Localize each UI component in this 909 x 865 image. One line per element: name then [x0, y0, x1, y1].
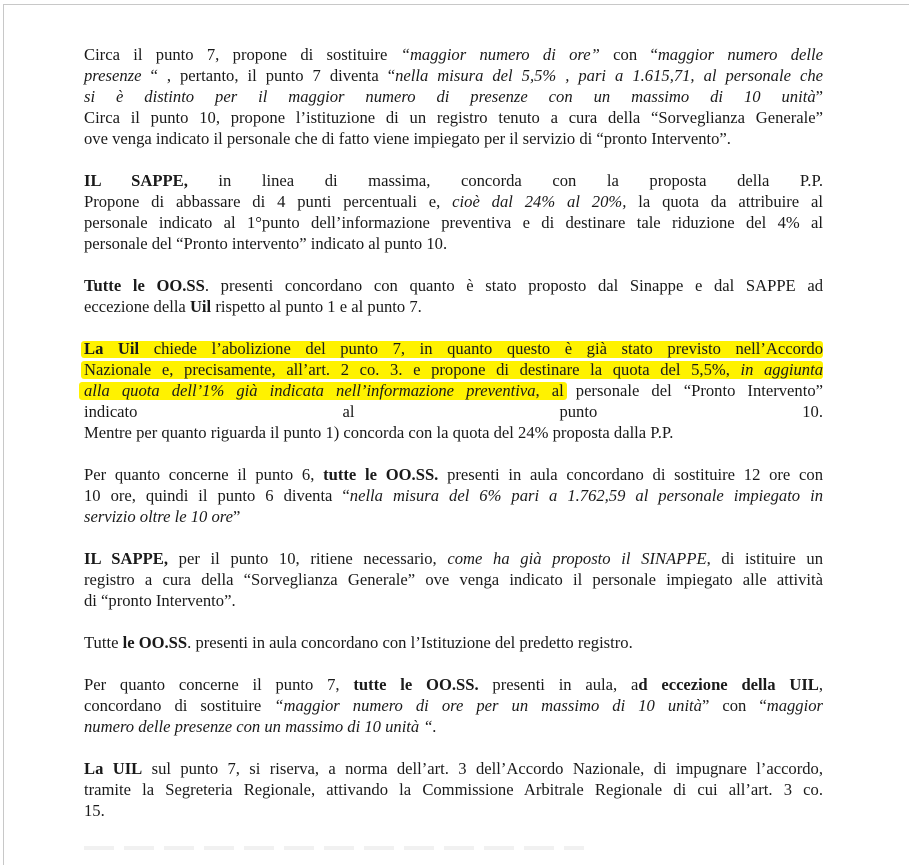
paragraph-gap: [84, 611, 823, 632]
text-run: rispetto al punto 1 e al punto 7.: [211, 297, 422, 316]
paragraph-gap: [84, 527, 823, 548]
italic-text: “maggior numero di ore per un massimo di 10 unità: [274, 696, 702, 715]
bold-text: La UIL: [84, 759, 143, 778]
paragraph-uil-reservation: [84, 758, 823, 821]
text-line: [84, 422, 823, 443]
text-run: con “: [599, 45, 658, 64]
text-line: [84, 632, 823, 653]
text-line: [84, 65, 823, 86]
italic-text: nella misura del 5,5% , pari a 1.615,71, al personale che: [395, 66, 823, 85]
text-run: Per quanto concerne il punto 7,: [84, 675, 354, 694]
text-line: [84, 464, 823, 485]
text-line: [84, 233, 823, 254]
text-line: [84, 86, 823, 107]
text-run: Nazionale e, precisamente, all’art. 2 co. 3. e propone di destinare la quota del 5,5%,: [84, 360, 741, 379]
text-run: . presenti in aula concordano con l’Istituzione del predetto registro.: [187, 633, 633, 652]
paragraph-gap: [84, 653, 823, 674]
text-run: chiede l’abolizione del punto 7, in quanto questo è già stato previsto nell’Accordo: [139, 339, 823, 358]
italic-text: come ha già proposto il SINAPPE: [447, 549, 707, 568]
text-run: presenti in aula, a: [478, 675, 639, 694]
text-line: [84, 401, 823, 422]
text-line: [84, 107, 823, 128]
bold-text: d eccezione della UIL: [638, 675, 819, 694]
document-body: [84, 44, 823, 821]
text-line: [84, 212, 823, 233]
text-run: per il punto 10, ritiene necessario,: [168, 549, 448, 568]
italic-text: maggior numero delle: [657, 45, 824, 64]
text-line: [84, 128, 823, 149]
bold-text: tutte le OO.SS.: [353, 675, 479, 694]
text-run: , al personale del “Pronto Intervento”: [535, 381, 823, 400]
text-run: ”: [233, 507, 241, 526]
text-run: ” con “: [701, 696, 767, 715]
bold-text: IL SAPPE,: [84, 171, 188, 190]
text-line: [84, 275, 823, 296]
text-line: [84, 695, 823, 716]
text-run: “ , pertanto, il punto 7 diventa “: [141, 66, 396, 85]
text-run: personale indicato al 1°punto dell’informazione preventiva e di destinare tale riduzione del 4% al: [84, 213, 823, 232]
paragraph-sappe-proposal: [84, 170, 823, 254]
paragraph-ooss-agreement: [84, 275, 823, 317]
paragraph-uil-highlighted: [84, 338, 823, 443]
text-line: [84, 380, 823, 401]
text-run: 10 ore, quindi il punto 6 diventa “: [84, 486, 350, 505]
text-run: Circa il punto 10, propone l’istituzione di un registro tenuto a cura della “Sorveglianza Generale”: [84, 108, 823, 127]
italic-text: alla quota dell’1% già indicata nell’informazione preventiva: [84, 381, 536, 400]
paragraph-gap: [84, 737, 823, 758]
bold-text: tutte le OO.SS.: [323, 465, 439, 484]
text-run: ove venga indicato il personale che di fatto viene impiegato per il servizio di “pronto Intervento”.: [84, 129, 731, 148]
text-line: [84, 548, 823, 569]
text-line: [84, 170, 823, 191]
italic-text: in aggiunta: [740, 360, 823, 379]
text-run: , di istituire un: [706, 549, 823, 568]
bold-text: Uil: [189, 297, 212, 316]
italic-text: numero delle presenze con un massimo di 10 unità “.: [84, 717, 437, 736]
text-line: [84, 485, 823, 506]
bold-text: le OO.SS: [122, 633, 188, 652]
text-line: [84, 758, 823, 779]
paragraph-punto-6: [84, 464, 823, 527]
text-run: personale del “Pronto intervento” indicato al punto 10.: [84, 234, 448, 253]
text-run: Per quanto concerne il punto 6,: [84, 465, 324, 484]
text-run: ”: [815, 87, 823, 106]
text-run: eccezione della: [84, 297, 190, 316]
text-run: indicato al punto 10.: [84, 402, 823, 421]
italic-text: cioè dal 24% al 20%,: [452, 192, 627, 211]
text-line: [84, 296, 823, 317]
text-run: in linea di massima, concorda con la proposta della P.P.: [187, 171, 823, 190]
text-line: [84, 716, 823, 737]
paragraph-punto-7-substitution: [84, 674, 823, 737]
text-run: . presenti concordano con quanto è stato proposto dal Sinappe e dal SAPPE ad: [204, 276, 823, 295]
italic-text: maggior: [766, 696, 823, 715]
text-run: sul punto 7, si riserva, a norma dell’art. 3 dell’Accordo Nazionale, di impugnare l’accordo,: [142, 759, 823, 778]
next-line-cutoff: [84, 846, 584, 850]
text-line: [84, 590, 823, 611]
text-line: [84, 338, 823, 359]
text-run: registro a cura della “Sorveglianza Generale” ove venga indicato il personale impiegato alle attività: [84, 570, 823, 589]
paragraph-gap: [84, 443, 823, 464]
text-run: Tutte: [84, 633, 123, 652]
bold-text: Tutte le OO.SS: [84, 276, 205, 295]
text-run: di “pronto Intervento”.: [84, 591, 236, 610]
bold-text: IL SAPPE,: [84, 549, 168, 568]
paragraph-gap: [84, 254, 823, 275]
text-line: [84, 779, 823, 800]
text-line: [84, 569, 823, 590]
italic-text: servizio oltre le 10 ore: [84, 507, 234, 526]
text-line: [84, 674, 823, 695]
text-run: tramite la Segreteria Regionale, attivando la Commissione Arbitrale Regionale di cui all’art. 3 co.: [84, 780, 823, 799]
text-line: [84, 359, 823, 380]
italic-text: presenze: [84, 66, 142, 85]
paragraph-gap: [84, 317, 823, 338]
italic-text: si è distinto per il maggior numero di presenze con un massimo di 10 unità: [84, 87, 816, 106]
text-run: Mentre per quanto riguarda il punto 1) concorda con la quota del 24% proposta dalla P.P.: [84, 423, 674, 442]
text-run: Propone di abbassare di 4 punti percentuali e,: [84, 192, 453, 211]
italic-text: “maggior numero di ore”: [400, 45, 600, 64]
italic-text: nella misura del 6% pari a 1.762,59 al personale impiegato in: [349, 486, 823, 505]
text-line: [84, 506, 823, 527]
text-run: Circa il punto 7, propone di sostituire: [84, 45, 401, 64]
paragraph-gap: [84, 149, 823, 170]
bold-text: La Uil: [84, 339, 140, 358]
paragraph-sappe-punto-10: [84, 548, 823, 611]
text-run: 15.: [84, 801, 105, 820]
text-run: concordano di sostituire: [84, 696, 275, 715]
text-line: [84, 191, 823, 212]
text-run: ,: [818, 675, 824, 694]
paragraph-punto-7-proposal: [84, 44, 823, 149]
text-run: presenti in aula concordano di sostituire 12 ore con: [438, 465, 824, 484]
paragraph-registro-agreement: [84, 632, 823, 653]
text-line: [84, 44, 823, 65]
text-line: [84, 800, 823, 821]
text-run: la quota da attribuire al: [626, 192, 823, 211]
